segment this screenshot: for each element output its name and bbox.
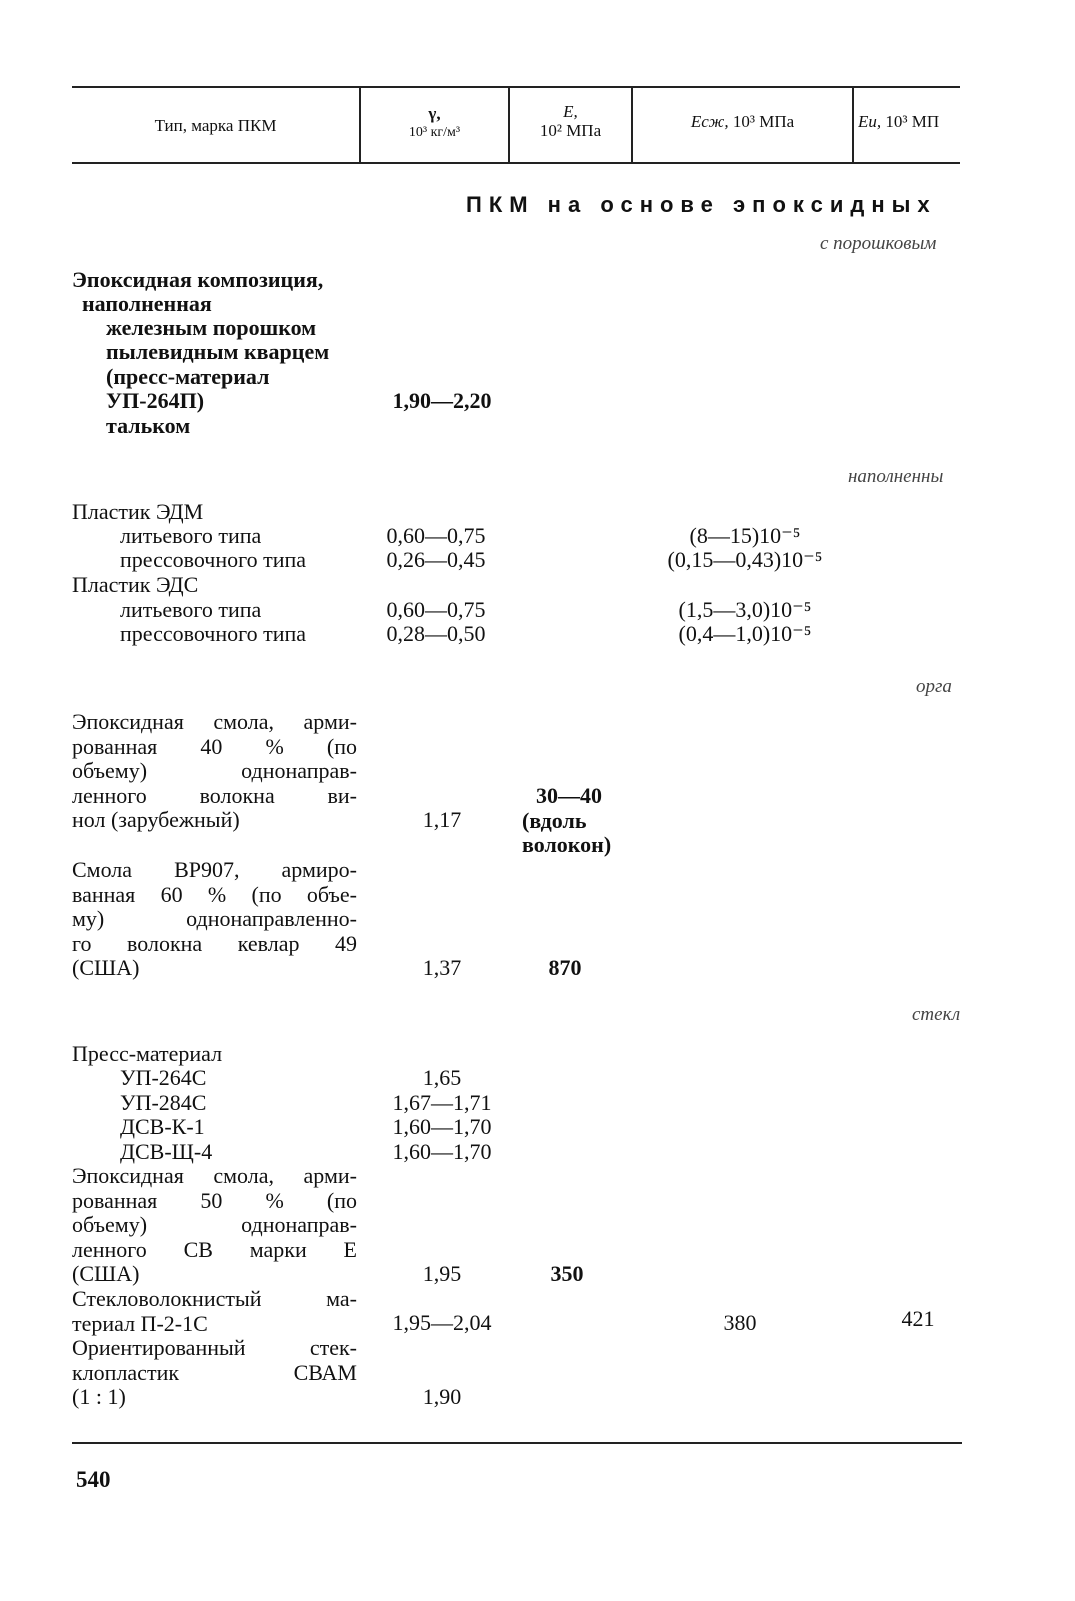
material-name — [72, 858, 357, 981]
subsection-filled: наполненны — [848, 466, 944, 487]
material-line: клопластик СВАМ — [72, 1359, 357, 1385]
header-bending-column — [858, 112, 960, 131]
density-value: 0,60—0,75 — [386, 523, 486, 548]
material-name — [72, 1336, 357, 1410]
compression-value: (0,4—1,0)10⁻⁵ — [678, 621, 812, 646]
material-name: прессовочного типа — [120, 547, 307, 572]
density-value: 0,60—0,75 — [386, 597, 486, 622]
bending-unit: 10³ МП — [885, 112, 940, 131]
material-name: пылевидным кварцем — [106, 339, 330, 364]
material-name: литьевого типа — [120, 523, 262, 548]
compression-symbol: Eсж, — [690, 112, 729, 131]
material-name: Пластик ЭДС — [72, 572, 199, 597]
material-line: (США) — [72, 1261, 140, 1286]
material-line: Эпоксидная смола, арми- — [72, 1163, 357, 1188]
material-line: ленного СВ марки Е — [72, 1236, 357, 1262]
modulus-unit: 10² МПа — [539, 121, 602, 140]
material-line: ванная 60 % (по объе- — [72, 881, 357, 907]
material-line: Эпоксидная смола, арми- — [72, 709, 357, 734]
bending-value: 421 — [901, 1306, 935, 1331]
material-name: железным порошком — [106, 315, 317, 340]
modulus-line: (вдоль — [522, 807, 587, 833]
material-line: (США) — [72, 955, 140, 980]
material-name — [72, 710, 357, 833]
material-line: Смола ВР907, армиро- — [72, 857, 357, 882]
compression-value: (1,5—3,0)10⁻⁵ — [678, 597, 812, 622]
table-bottom-rule — [72, 1442, 962, 1444]
material-line: объему) однонаправ- — [72, 1212, 357, 1237]
density-value: 1,67—1,71 — [392, 1090, 492, 1115]
material-line: объему) однонаправ- — [72, 758, 357, 783]
header-top-rule — [72, 86, 960, 88]
header-type-label: Тип, марка ПКМ — [154, 116, 277, 135]
material-line: ленного волокна ви- — [72, 782, 357, 808]
material-name — [72, 1164, 357, 1287]
material-line: рованная 50 % (по — [72, 1187, 357, 1213]
modulus-value: 350 — [550, 1261, 584, 1286]
density-value: 1,95 — [422, 1261, 462, 1286]
material-name: наполненная — [82, 291, 212, 316]
density-value: 1,95—2,04 — [392, 1310, 492, 1335]
material-name: УП-264С — [120, 1065, 207, 1090]
density-value: 1,37 — [422, 955, 462, 980]
modulus-line: 30—40 — [536, 783, 602, 808]
material-line: Ориентированный стек- — [72, 1335, 357, 1360]
material-name: Эпоксидная композиция, — [72, 267, 324, 292]
density-value: 1,60—1,70 — [392, 1114, 492, 1139]
compression-value: (0,15—0,43)10⁻⁵ — [667, 547, 823, 572]
compression-value: (8—15)10⁻⁵ — [689, 523, 801, 548]
density-value: 0,28—0,50 — [386, 621, 486, 646]
header-divider — [852, 88, 854, 162]
header-modulus-column — [510, 102, 631, 140]
material-name: УП-284С — [120, 1090, 207, 1115]
material-name: Пластик ЭДМ — [72, 499, 204, 524]
header-type-column — [72, 116, 359, 135]
header-density-column — [361, 104, 508, 142]
material-name: ДСВ-К-1 — [120, 1114, 205, 1139]
material-name: (пресс-материал — [106, 364, 270, 389]
subsection-glass: стекл — [912, 1004, 961, 1025]
material-name: тальком — [106, 413, 191, 438]
modulus-value — [522, 784, 611, 858]
material-line: териал П-2-1С — [72, 1310, 208, 1336]
density-unit: 10³ кг/м³ — [408, 125, 461, 140]
density-symbol: γ, — [428, 104, 441, 123]
density-value: 1,60—1,70 — [392, 1139, 492, 1164]
modulus-line: волокон) — [522, 832, 612, 857]
subsection-organic: орга — [916, 676, 952, 697]
material-line: нол (зарубежный) — [72, 807, 240, 832]
material-name: ДСВ-Щ-4 — [120, 1139, 213, 1164]
material-name: литьевого типа — [120, 597, 262, 622]
material-line: (1 : 1) — [72, 1384, 126, 1409]
modulus-value: 870 — [548, 955, 582, 980]
density-value: 1,17 — [422, 807, 462, 832]
density-value: 1,90—2,20 — [392, 388, 492, 413]
density-value: 1,65 — [422, 1065, 462, 1090]
material-name: прессовочного типа — [120, 621, 307, 646]
material-line: му) однонаправленно- — [72, 906, 357, 931]
density-value: 1,90 — [422, 1384, 462, 1409]
header-compression-column — [633, 112, 852, 131]
material-name: УП-264П) — [106, 388, 205, 413]
material-name: Пресс-материал — [72, 1041, 223, 1066]
compression-value: 380 — [723, 1310, 757, 1335]
modulus-symbol: E, — [563, 102, 578, 121]
material-line: рованная 40 % (по — [72, 733, 357, 759]
section-title: ПКМ на основе эпоксидных — [466, 192, 937, 217]
bending-symbol: Eи, — [858, 112, 882, 131]
subsection-powder: с порошковым — [820, 233, 937, 254]
header-bottom-rule — [72, 162, 960, 164]
material-name — [72, 1287, 357, 1336]
material-line: го волокна кевлар 49 — [72, 930, 357, 956]
compression-unit: 10³ МПа — [732, 112, 795, 131]
density-value: 0,26—0,45 — [386, 547, 486, 572]
material-line: Стекловолокнистый ма- — [72, 1286, 357, 1311]
page-number: 540 — [76, 1467, 111, 1492]
